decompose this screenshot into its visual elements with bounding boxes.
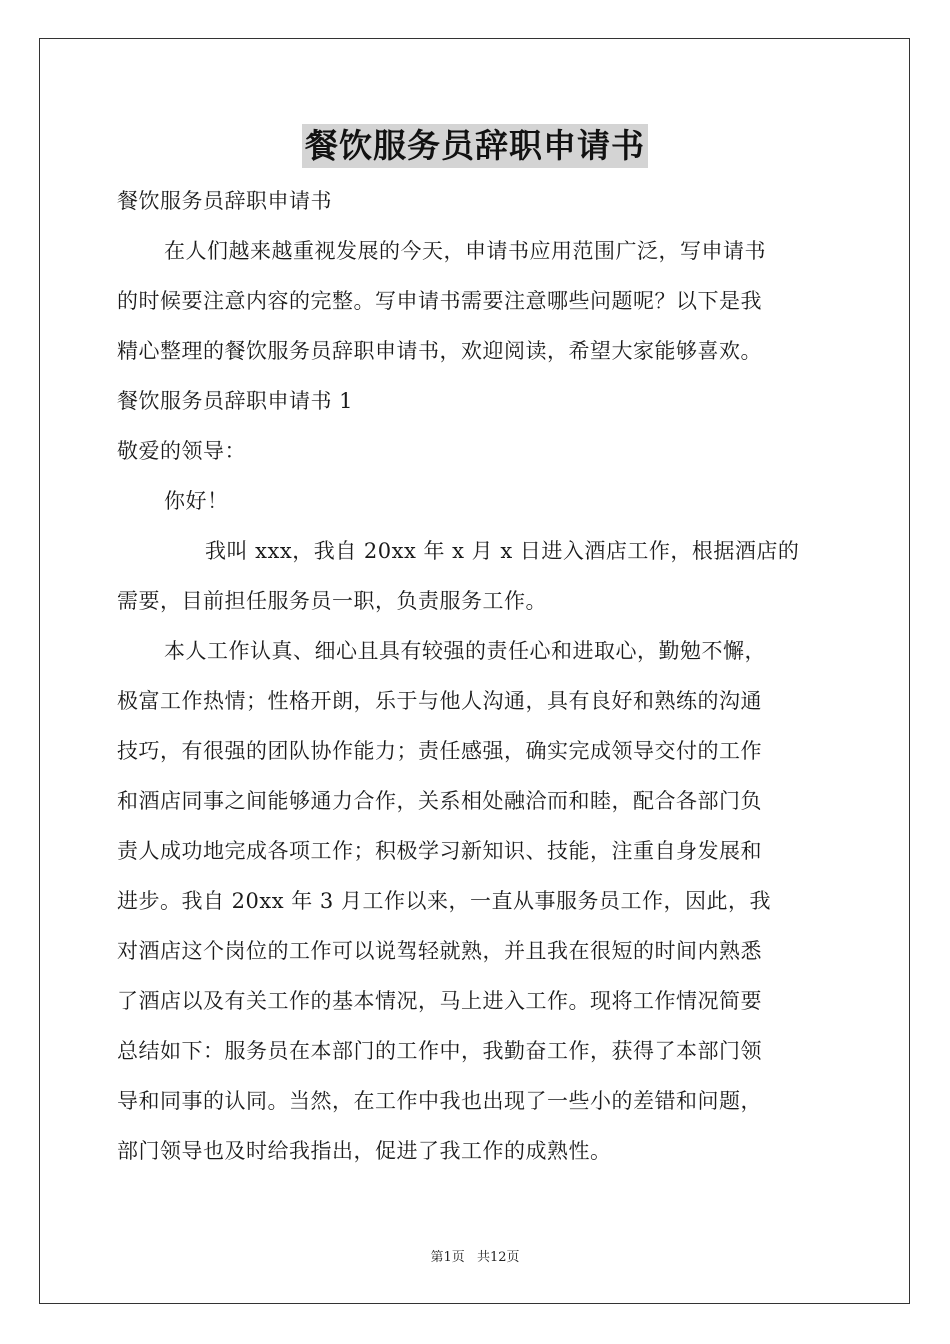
- title-container: [0, 124, 950, 168]
- document-title: 餐饮服务员辞职申请书: [302, 124, 648, 168]
- greeting: 你好！: [164, 489, 229, 513]
- paragraph-line: 对酒店这个岗位的工作可以说驾轻就熟，并且我在很短的时间内熟悉: [117, 939, 762, 963]
- paragraph-line: 进步。我自 20xx 年 3 月工作以来，一直从事服务员工作，因此，我: [117, 889, 771, 913]
- paragraph-line: 需要，目前担任服务员一职，负责服务工作。: [117, 589, 547, 613]
- paragraph-line: 本人工作认真、细心且具有较强的责任心和进取心，勤勉不懈，: [164, 639, 766, 663]
- subtitle-line: 餐饮服务员辞职申请书: [117, 189, 332, 213]
- paragraph-line: 总结如下：服务员在本部门的工作中，我勤奋工作，获得了本部门领: [117, 1039, 762, 1063]
- page-footer: [0, 1246, 950, 1265]
- paragraph-line: 责人成功地完成各项工作；积极学习新知识、技能，注重自身发展和: [117, 839, 762, 863]
- paragraph-line: 和酒店同事之间能够通力合作，关系相处融洽而和睦，配合各部门负: [117, 789, 762, 813]
- paragraph-line: 的时候要注意内容的完整。写申请书需要注意哪些问题呢？以下是我: [117, 289, 762, 313]
- paragraph-line: 部门领导也及时给我指出，促进了我工作的成熟性。: [117, 1139, 612, 1163]
- paragraph-line: 技巧，有很强的团队协作能力；责任感强，确实完成领导交付的工作: [117, 739, 762, 763]
- paragraph-line: 导和同事的认同。当然，在工作中我也出现了一些小的差错和问题，: [117, 1089, 762, 1113]
- paragraph-line: 了酒店以及有关工作的基本情况，马上进入工作。现将工作情况简要: [117, 989, 762, 1013]
- paragraph-line: 我叫 xxx，我自 20xx 年 x 月 x 日进入酒店工作，根据酒店的: [205, 539, 800, 563]
- paragraph-line: 精心整理的餐饮服务员辞职申请书，欢迎阅读，希望大家能够喜欢。: [117, 339, 762, 363]
- paragraph-line: 极富工作热情；性格开朗，乐于与他人沟通，具有良好和熟练的沟通: [117, 689, 762, 713]
- document-body: [117, 176, 833, 1176]
- salutation: 敬爱的领导：: [117, 439, 246, 463]
- paragraph-line: 在人们越来越重视发展的今天，申请书应用范围广泛，写申请书: [164, 239, 766, 263]
- section-heading: 餐饮服务员辞职申请书 1: [117, 389, 354, 413]
- page-total: 共12页: [476, 1250, 520, 1265]
- page-number: 第1页: [430, 1250, 465, 1265]
